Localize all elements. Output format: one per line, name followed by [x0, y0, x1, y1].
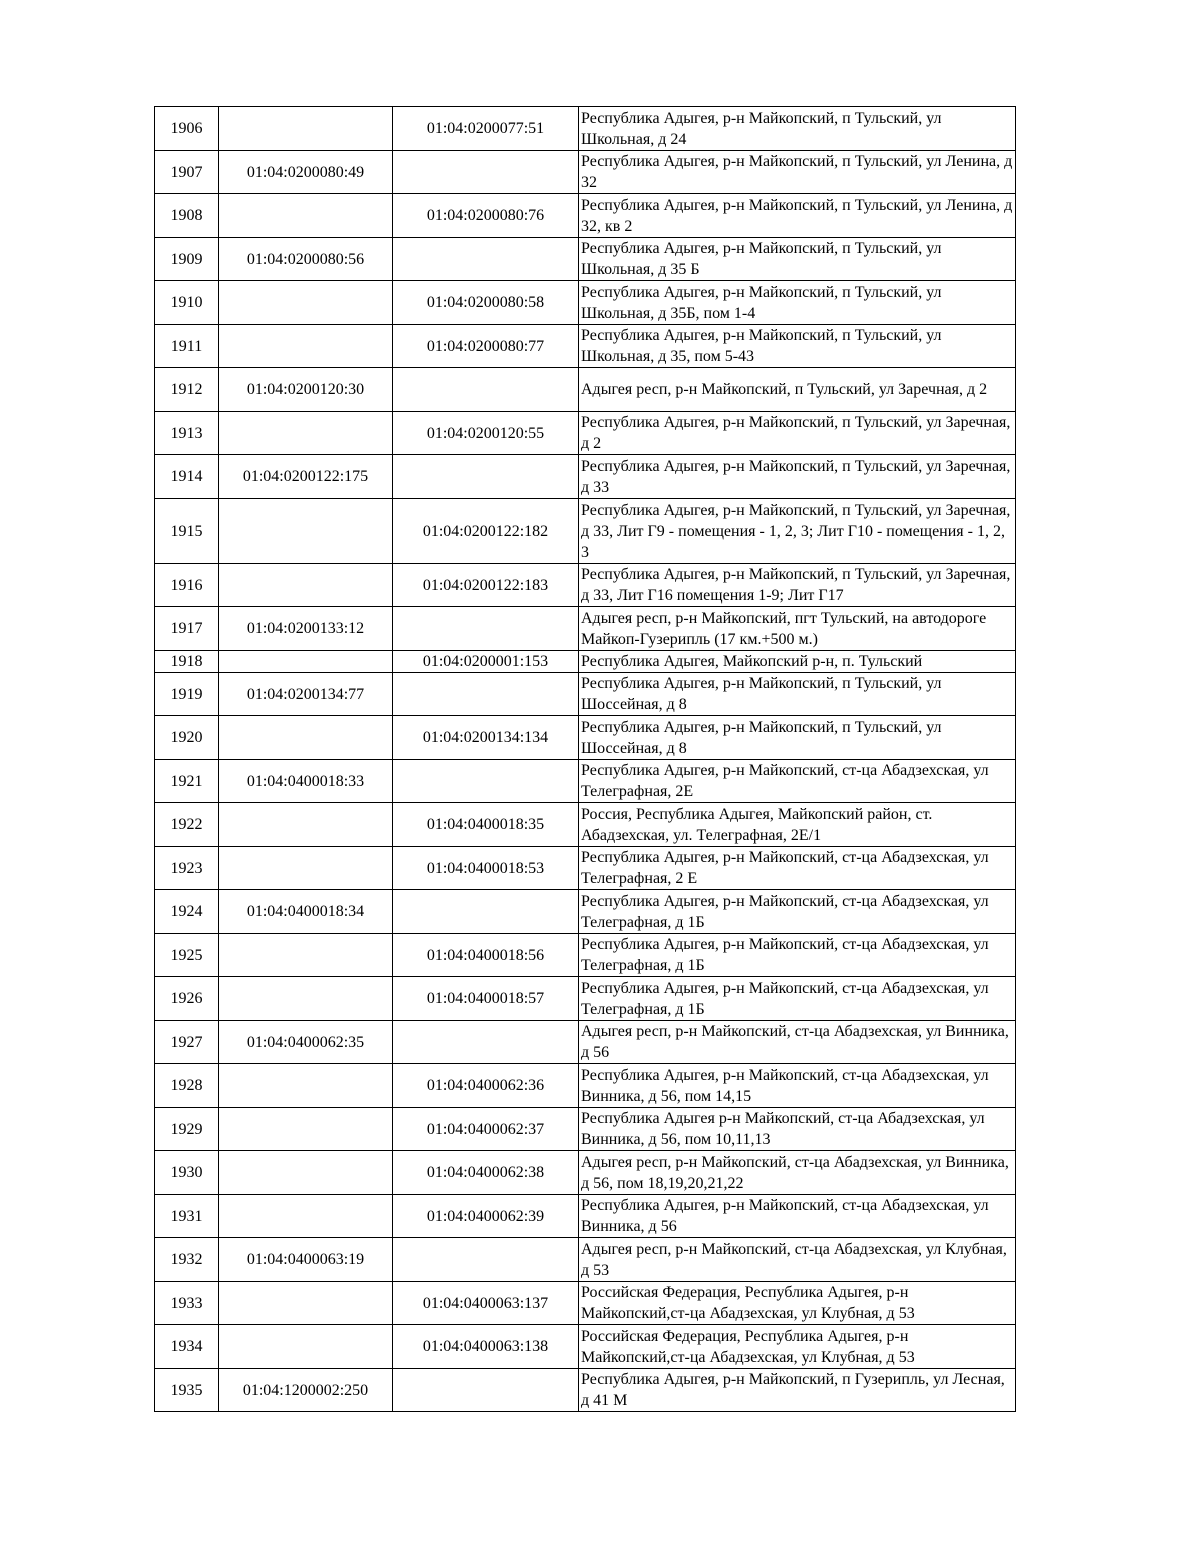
table-row — [155, 151, 1016, 194]
address-cell: Республика Адыгея, р-н Майкопский, п Тульский, ул Заречная, д 2 — [579, 412, 1016, 455]
object-cadastral-number-cell: 01:04:0400062:36 — [393, 1064, 579, 1108]
table-row — [155, 847, 1016, 890]
row-number-cell: 1909 — [155, 238, 219, 281]
table-row — [155, 890, 1016, 934]
row-number-cell: 1907 — [155, 151, 219, 194]
address-cell: Адыгея респ, р-н Майкопский, ст-ца Абадзехская, ул Клубная, д 53 — [579, 1238, 1016, 1282]
object-cadastral-number-cell: 01:04:0200134:134 — [393, 716, 579, 760]
land-cadastral-number-cell — [219, 194, 393, 238]
address-cell: Республика Адыгея, р-н Майкопский, ст-ца Абадзехская, ул Винника, д 56 — [579, 1195, 1016, 1238]
land-cadastral-number-cell — [219, 847, 393, 890]
land-cadastral-number-cell: 01:04:1200002:250 — [219, 1369, 393, 1412]
table-row — [155, 1151, 1016, 1195]
address-cell: Республика Адыгея, р-н Майкопский, п Тульский, ул Школьная, д 24 — [579, 107, 1016, 151]
address-cell: Республика Адыгея, р-н Майкопский, п Тульский, ул Заречная, д 33, Лит Г9 - помещения - 1, 2, 3; Лит Г10 - помещения - 1, 2, 3 — [579, 499, 1016, 564]
land-cadastral-number-cell — [219, 564, 393, 607]
address-cell: Российская Федерация, Республика Адыгея, р-н Майкопский,ст-ца Абадзехская, ул Клубная, д 53 — [579, 1325, 1016, 1369]
table-row — [155, 1021, 1016, 1064]
object-cadastral-number-cell: 01:04:0400062:38 — [393, 1151, 579, 1195]
address-cell: Адыгея респ, р-н Майкопский, пгт Тульский, на автодороге Майкоп-Гузерипль (17 км.+500 м.) — [579, 607, 1016, 651]
row-number-cell: 1931 — [155, 1195, 219, 1238]
land-cadastral-number-cell — [219, 325, 393, 368]
address-cell: Россия, Республика Адыгея, Майкопский район, ст. Абадзехская, ул. Телеграфная, 2Е/1 — [579, 803, 1016, 847]
row-number-cell: 1912 — [155, 368, 219, 412]
table-row — [155, 412, 1016, 455]
row-number-cell: 1926 — [155, 977, 219, 1021]
land-cadastral-number-cell — [219, 1064, 393, 1108]
row-number-cell: 1921 — [155, 760, 219, 803]
land-cadastral-number-cell: 01:04:0400063:19 — [219, 1238, 393, 1282]
row-number-cell: 1910 — [155, 281, 219, 325]
row-number-cell: 1934 — [155, 1325, 219, 1369]
object-cadastral-number-cell: 01:04:0200080:58 — [393, 281, 579, 325]
table-row — [155, 238, 1016, 281]
registry-table — [154, 106, 1016, 1412]
object-cadastral-number-cell: 01:04:0200122:182 — [393, 499, 579, 564]
table-row — [155, 673, 1016, 716]
table-row — [155, 934, 1016, 977]
row-number-cell: 1933 — [155, 1282, 219, 1325]
row-number-cell: 1911 — [155, 325, 219, 368]
object-cadastral-number-cell: 01:04:0200122:183 — [393, 564, 579, 607]
row-number-cell: 1916 — [155, 564, 219, 607]
object-cadastral-number-cell — [393, 1021, 579, 1064]
object-cadastral-number-cell: 01:04:0400018:53 — [393, 847, 579, 890]
object-cadastral-number-cell: 01:04:0400018:35 — [393, 803, 579, 847]
land-cadastral-number-cell: 01:04:0200134:77 — [219, 673, 393, 716]
row-number-cell: 1906 — [155, 107, 219, 151]
address-cell: Республика Адыгея, р-н Майкопский, п Гузерипль, ул Лесная, д 41 М — [579, 1369, 1016, 1412]
table-row — [155, 607, 1016, 651]
object-cadastral-number-cell: 01:04:0400018:57 — [393, 977, 579, 1021]
row-number-cell: 1915 — [155, 499, 219, 564]
address-cell: Республика Адыгея, р-н Майкопский, ст-ца Абадзехская, ул Телеграфная, 2Е — [579, 760, 1016, 803]
row-number-cell: 1917 — [155, 607, 219, 651]
table-row — [155, 716, 1016, 760]
table-row — [155, 564, 1016, 607]
address-cell: Республика Адыгея, р-н Майкопский, п Тульский, ул Шоссейная, д 8 — [579, 716, 1016, 760]
table-row — [155, 1064, 1016, 1108]
land-cadastral-number-cell — [219, 1151, 393, 1195]
object-cadastral-number-cell — [393, 368, 579, 412]
address-cell: Республика Адыгея, р-н Майкопский, п Тульский, ул Ленина, д 32 — [579, 151, 1016, 194]
table-row — [155, 1195, 1016, 1238]
table-row — [155, 1369, 1016, 1412]
land-cadastral-number-cell: 01:04:0400018:33 — [219, 760, 393, 803]
table-row — [155, 455, 1016, 499]
object-cadastral-number-cell: 01:04:0400062:37 — [393, 1108, 579, 1151]
land-cadastral-number-cell — [219, 412, 393, 455]
object-cadastral-number-cell: 01:04:0400063:138 — [393, 1325, 579, 1369]
row-number-cell: 1925 — [155, 934, 219, 977]
row-number-cell: 1929 — [155, 1108, 219, 1151]
table-row — [155, 499, 1016, 564]
land-cadastral-number-cell — [219, 651, 393, 673]
table-row — [155, 1238, 1016, 1282]
object-cadastral-number-cell: 01:04:0200001:153 — [393, 651, 579, 673]
object-cadastral-number-cell — [393, 673, 579, 716]
land-cadastral-number-cell: 01:04:0200080:49 — [219, 151, 393, 194]
table-row — [155, 107, 1016, 151]
address-cell: Республика Адыгея, р-н Майкопский, ст-ца Абадзехская, ул Телеграфная, д 1Б — [579, 977, 1016, 1021]
table-row — [155, 651, 1016, 673]
table-row — [155, 368, 1016, 412]
address-cell: Республика Адыгея, р-н Майкопский, п Тульский, ул Шоссейная, д 8 — [579, 673, 1016, 716]
object-cadastral-number-cell — [393, 238, 579, 281]
table-row — [155, 803, 1016, 847]
land-cadastral-number-cell: 01:04:0200122:175 — [219, 455, 393, 499]
land-cadastral-number-cell — [219, 803, 393, 847]
land-cadastral-number-cell — [219, 1325, 393, 1369]
row-number-cell: 1927 — [155, 1021, 219, 1064]
land-cadastral-number-cell — [219, 281, 393, 325]
row-number-cell: 1918 — [155, 651, 219, 673]
table-row — [155, 194, 1016, 238]
row-number-cell: 1924 — [155, 890, 219, 934]
registry-table-body — [155, 107, 1016, 1412]
table-row — [155, 1282, 1016, 1325]
row-number-cell: 1930 — [155, 1151, 219, 1195]
table-row — [155, 977, 1016, 1021]
table-row — [155, 281, 1016, 325]
land-cadastral-number-cell — [219, 1108, 393, 1151]
row-number-cell: 1935 — [155, 1369, 219, 1412]
land-cadastral-number-cell — [219, 1282, 393, 1325]
object-cadastral-number-cell — [393, 1369, 579, 1412]
address-cell: Республика Адыгея, р-н Майкопский, ст-ца Абадзехская, ул Винника, д 56, пом 14,15 — [579, 1064, 1016, 1108]
land-cadastral-number-cell: 01:04:0200080:56 — [219, 238, 393, 281]
table-row — [155, 1325, 1016, 1369]
row-number-cell: 1928 — [155, 1064, 219, 1108]
row-number-cell: 1922 — [155, 803, 219, 847]
address-cell: Адыгея респ, р-н Майкопский, ст-ца Абадзехская, ул Винника, д 56, пом 18,19,20,21,22 — [579, 1151, 1016, 1195]
row-number-cell: 1923 — [155, 847, 219, 890]
land-cadastral-number-cell — [219, 977, 393, 1021]
land-cadastral-number-cell — [219, 716, 393, 760]
object-cadastral-number-cell — [393, 151, 579, 194]
object-cadastral-number-cell: 01:04:0200080:76 — [393, 194, 579, 238]
land-cadastral-number-cell — [219, 107, 393, 151]
address-cell: Республика Адыгея, р-н Майкопский, п Тульский, ул Школьная, д 35 Б — [579, 238, 1016, 281]
address-cell: Республика Адыгея, р-н Майкопский, ст-ца Абадзехская, ул Телеграфная, 2 Е — [579, 847, 1016, 890]
object-cadastral-number-cell: 01:04:0400018:56 — [393, 934, 579, 977]
land-cadastral-number-cell — [219, 499, 393, 564]
object-cadastral-number-cell — [393, 607, 579, 651]
table-row — [155, 1108, 1016, 1151]
object-cadastral-number-cell: 01:04:0200120:55 — [393, 412, 579, 455]
row-number-cell: 1920 — [155, 716, 219, 760]
land-cadastral-number-cell — [219, 934, 393, 977]
object-cadastral-number-cell — [393, 760, 579, 803]
land-cadastral-number-cell — [219, 1195, 393, 1238]
address-cell: Республика Адыгея, р-н Майкопский, ст-ца Абадзехская, ул Телеграфная, д 1Б — [579, 890, 1016, 934]
object-cadastral-number-cell — [393, 455, 579, 499]
row-number-cell: 1932 — [155, 1238, 219, 1282]
row-number-cell: 1914 — [155, 455, 219, 499]
row-number-cell: 1919 — [155, 673, 219, 716]
row-number-cell: 1913 — [155, 412, 219, 455]
address-cell: Республика Адыгея, Майкопский р-н, п. Тульский — [579, 651, 1016, 673]
row-number-cell: 1908 — [155, 194, 219, 238]
object-cadastral-number-cell: 01:04:0400063:137 — [393, 1282, 579, 1325]
table-row — [155, 325, 1016, 368]
land-cadastral-number-cell: 01:04:0400062:35 — [219, 1021, 393, 1064]
table-row — [155, 760, 1016, 803]
land-cadastral-number-cell: 01:04:0200133:12 — [219, 607, 393, 651]
object-cadastral-number-cell — [393, 890, 579, 934]
object-cadastral-number-cell — [393, 1238, 579, 1282]
address-cell: Республика Адыгея, р-н Майкопский, п Тульский, ул Школьная, д 35, пом 5-43 — [579, 325, 1016, 368]
address-cell: Адыгея респ, р-н Майкопский, ст-ца Абадзехская, ул Винника, д 56 — [579, 1021, 1016, 1064]
address-cell: Республика Адыгея, р-н Майкопский, п Тульский, ул Школьная, д 35Б, пом 1-4 — [579, 281, 1016, 325]
address-cell: Российская Федерация, Республика Адыгея, р-н Майкопский,ст-ца Абадзехская, ул Клубная, д 53 — [579, 1282, 1016, 1325]
object-cadastral-number-cell: 01:04:0400062:39 — [393, 1195, 579, 1238]
address-cell: Адыгея респ, р-н Майкопский, п Тульский, ул Заречная, д 2 — [579, 368, 1016, 412]
address-cell: Республика Адыгея, р-н Майкопский, п Тульский, ул Ленина, д 32, кв 2 — [579, 194, 1016, 238]
land-cadastral-number-cell: 01:04:0400018:34 — [219, 890, 393, 934]
land-cadastral-number-cell: 01:04:0200120:30 — [219, 368, 393, 412]
address-cell: Республика Адыгея, р-н Майкопский, п Тульский, ул Заречная, д 33, Лит Г16 помещения 1-9; Лит Г17 — [579, 564, 1016, 607]
address-cell: Республика Адыгея р-н Майкопский, ст-ца Абадзехская, ул Винника, д 56, пом 10,11,13 — [579, 1108, 1016, 1151]
object-cadastral-number-cell: 01:04:0200080:77 — [393, 325, 579, 368]
object-cadastral-number-cell: 01:04:0200077:51 — [393, 107, 579, 151]
address-cell: Республика Адыгея, р-н Майкопский, ст-ца Абадзехская, ул Телеграфная, д 1Б — [579, 934, 1016, 977]
address-cell: Республика Адыгея, р-н Майкопский, п Тульский, ул Заречная, д 33 — [579, 455, 1016, 499]
